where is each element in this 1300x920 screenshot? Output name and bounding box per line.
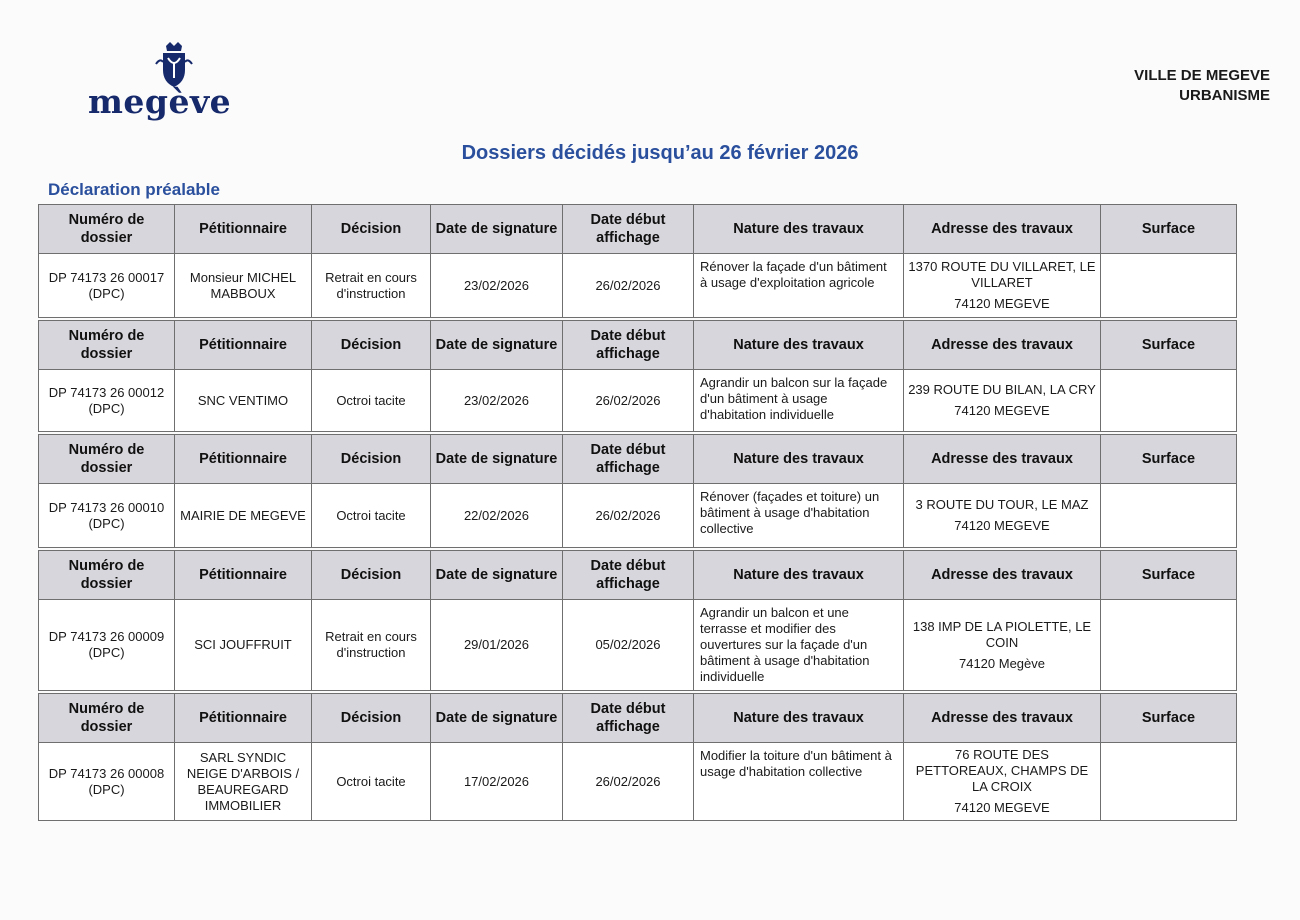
header-date-affichage: Date début affichage <box>563 435 694 484</box>
header-date-affichage: Date début affichage <box>563 205 694 254</box>
cell-petitionnaire: SNC VENTIMO <box>175 370 312 432</box>
header-numero: Numéro de dossier <box>39 435 175 484</box>
cell-date-affichage: 05/02/2026 <box>563 600 694 691</box>
cell-decision: Retrait en cours d'instruction <box>312 254 431 318</box>
dossier-table <box>38 320 1237 432</box>
page-title: Dossiers décidés jusqu’au 26 février 2026 <box>461 142 859 164</box>
cell-petitionnaire: Monsieur MICHEL MABBOUX <box>175 254 312 318</box>
address-city: 74120 MEGEVE <box>954 403 1050 418</box>
cell-adresse <box>904 254 1101 318</box>
header-date-signature: Date de signature <box>431 321 563 370</box>
section-title: Déclaration préalable <box>48 180 220 199</box>
header-adresse: Adresse des travaux <box>904 321 1101 370</box>
cell-date-signature: 17/02/2026 <box>431 743 563 821</box>
dossier-number: DP 74173 26 00012 <box>48 384 165 400</box>
header-surface: Surface <box>1101 321 1237 370</box>
header-surface: Surface <box>1101 694 1237 743</box>
cell-decision: Retrait en cours d'instruction <box>312 600 431 691</box>
cell-surface <box>1101 600 1237 691</box>
cell-date-affichage: 26/02/2026 <box>563 254 694 318</box>
organization-block <box>1134 66 1270 106</box>
cell-date-signature: 29/01/2026 <box>431 600 563 691</box>
header-date-signature: Date de signature <box>431 551 563 600</box>
crest-icon <box>154 40 194 88</box>
dossier-type: (DPC) <box>88 285 125 301</box>
cell-date-signature: 23/02/2026 <box>431 254 563 318</box>
table-row <box>39 254 1237 318</box>
cell-nature: Agrandir un balcon et une terrasse et modifier des ouvertures sur la façade d'un bâtiment à usage d'habitation individuelle <box>694 600 904 691</box>
dossier-type: (DPC) <box>88 781 125 797</box>
dossier-type: (DPC) <box>88 515 125 531</box>
cell-nature: Agrandir un balcon sur la façade d'un bâtiment à usage d'habitation individuelle <box>694 370 904 432</box>
header-date-signature: Date de signature <box>431 435 563 484</box>
header-decision: Décision <box>312 205 431 254</box>
header-numero: Numéro de dossier <box>39 205 175 254</box>
dossier-number: DP 74173 26 00009 <box>48 629 165 644</box>
header-decision: Décision <box>312 321 431 370</box>
cell-numero <box>39 600 175 691</box>
dossier-table <box>38 434 1237 548</box>
header-petitionnaire: Pétitionnaire <box>175 435 312 484</box>
header-date-affichage: Date début affichage <box>563 551 694 600</box>
address-city: 74120 MEGEVE <box>954 800 1050 815</box>
header-date-signature: Date de signature <box>431 694 563 743</box>
header-petitionnaire: Pétitionnaire <box>175 321 312 370</box>
header-row <box>39 435 1237 484</box>
header-surface: Surface <box>1101 551 1237 600</box>
cell-petitionnaire: SARL SYNDIC NEIGE D'ARBOIS / BEAUREGARD IMMOBILIER <box>175 743 312 821</box>
header-row <box>39 551 1237 600</box>
header-adresse: Adresse des travaux <box>904 694 1101 743</box>
cell-date-affichage: 26/02/2026 <box>563 484 694 548</box>
header-decision: Décision <box>312 551 431 600</box>
cell-adresse <box>904 484 1101 548</box>
cell-numero <box>39 484 175 548</box>
cell-petitionnaire: SCI JOUFFRUIT <box>175 600 312 691</box>
header-row <box>39 321 1237 370</box>
cell-nature: Rénover (façades et toiture) un bâtiment à usage d'habitation collective <box>694 484 904 548</box>
header-surface: Surface <box>1101 435 1237 484</box>
header-petitionnaire: Pétitionnaire <box>175 205 312 254</box>
cell-surface <box>1101 743 1237 821</box>
header-adresse: Adresse des travaux <box>904 551 1101 600</box>
cell-numero <box>39 370 175 432</box>
table-row <box>39 600 1237 691</box>
cell-surface <box>1101 370 1237 432</box>
header-adresse: Adresse des travaux <box>904 435 1101 484</box>
dossier-number: DP 74173 26 00008 <box>48 765 165 781</box>
dossier-table <box>38 204 1237 318</box>
address-street: 1370 ROUTE DU VILLARET, LE VILLARET <box>908 259 1096 290</box>
cell-date-signature: 22/02/2026 <box>431 484 563 548</box>
cell-date-affichage: 26/02/2026 <box>563 370 694 432</box>
cell-adresse <box>904 600 1101 691</box>
table-row <box>39 370 1237 432</box>
header-surface: Surface <box>1101 205 1237 254</box>
header-nature: Nature des travaux <box>694 694 904 743</box>
header-adresse: Adresse des travaux <box>904 205 1101 254</box>
header-decision: Décision <box>312 435 431 484</box>
cell-numero <box>39 743 175 821</box>
cell-decision: Octroi tacite <box>312 743 431 821</box>
table-row <box>39 743 1237 821</box>
header-row <box>39 205 1237 254</box>
header-petitionnaire: Pétitionnaire <box>175 694 312 743</box>
dossier-type: (DPC) <box>88 400 125 416</box>
header-numero: Numéro de dossier <box>39 321 175 370</box>
dossier-number: DP 74173 26 00017 <box>48 269 165 285</box>
dossier-number: DP 74173 26 00010 <box>48 499 165 515</box>
header-row <box>39 694 1237 743</box>
header-nature: Nature des travaux <box>694 321 904 370</box>
cell-date-affichage: 26/02/2026 <box>563 743 694 821</box>
header-nature: Nature des travaux <box>694 435 904 484</box>
cell-numero <box>39 254 175 318</box>
header-petitionnaire: Pétitionnaire <box>175 551 312 600</box>
cell-petitionnaire: MAIRIE DE MEGEVE <box>175 484 312 548</box>
address-city: 74120 Megève <box>958 655 1045 671</box>
cell-date-signature: 23/02/2026 <box>431 370 563 432</box>
header-date-signature: Date de signature <box>431 205 563 254</box>
cell-surface <box>1101 254 1237 318</box>
megeve-logo <box>88 40 263 120</box>
header-nature: Nature des travaux <box>694 551 904 600</box>
cell-nature: Rénover la façade d'un bâtiment à usage d'exploitation agricole <box>694 254 904 318</box>
cell-surface <box>1101 484 1237 548</box>
cell-decision: Octroi tacite <box>312 370 431 432</box>
table-row <box>39 484 1237 548</box>
address-city: 74120 MEGEVE <box>954 296 1050 311</box>
address-street: 239 ROUTE DU BILAN, LA CRY <box>908 382 1096 397</box>
address-street: 76 ROUTE DES PETTOREAUX, CHAMPS DE LA CROIX <box>915 747 1089 794</box>
dossier-type: (DPC) <box>88 645 125 660</box>
address-street: 3 ROUTE DU TOUR, LE MAZ <box>915 497 1089 512</box>
cell-nature: Modifier la toiture d'un bâtiment à usage d'habitation collective <box>694 743 904 821</box>
dossier-table <box>38 550 1237 691</box>
header-decision: Décision <box>312 694 431 743</box>
cell-adresse <box>904 743 1101 821</box>
cell-decision: Octroi tacite <box>312 484 431 548</box>
org-department: URBANISME <box>1179 87 1270 104</box>
header-nature: Nature des travaux <box>694 205 904 254</box>
address-city: 74120 MEGEVE <box>954 518 1050 533</box>
dossier-table <box>38 693 1237 821</box>
header-numero: Numéro de dossier <box>39 551 175 600</box>
cell-adresse <box>904 370 1101 432</box>
logo-wordmark: megève <box>88 82 232 121</box>
header-date-affichage: Date début affichage <box>563 321 694 370</box>
header-date-affichage: Date début affichage <box>563 694 694 743</box>
header-numero: Numéro de dossier <box>39 694 175 743</box>
address-street: 138 IMP DE LA PIOLETTE, LE COIN <box>912 618 1092 650</box>
org-city: VILLE DE MEGEVE <box>1134 67 1270 84</box>
